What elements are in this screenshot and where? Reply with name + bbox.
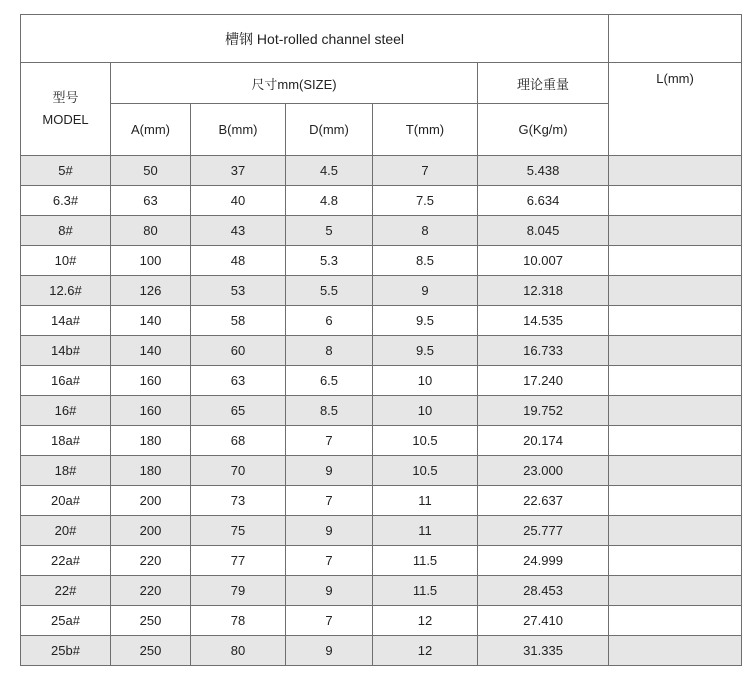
- cell-d: 9: [286, 516, 373, 546]
- cell-model: 8#: [21, 216, 111, 246]
- cell-b: 77: [191, 546, 286, 576]
- cell-d: 7: [286, 426, 373, 456]
- cell-a: 140: [111, 306, 191, 336]
- cell-b: 58: [191, 306, 286, 336]
- cell-a: 180: [111, 456, 191, 486]
- cell-g: 12.318: [478, 276, 609, 306]
- table-body: [21, 156, 742, 666]
- cell-l: [609, 516, 742, 546]
- cell-d: 6.5: [286, 366, 373, 396]
- cell-g: 10.007: [478, 246, 609, 276]
- cell-l: [609, 606, 742, 636]
- cell-t: 10: [373, 396, 478, 426]
- cell-d: 7: [286, 546, 373, 576]
- table-row: [21, 486, 742, 516]
- cell-l: [609, 186, 742, 216]
- column-header-a: A(mm): [111, 104, 191, 156]
- cell-a: 250: [111, 636, 191, 666]
- cell-d: 5.5: [286, 276, 373, 306]
- cell-g: 22.637: [478, 486, 609, 516]
- cell-t: 8: [373, 216, 478, 246]
- cell-t: 12: [373, 636, 478, 666]
- cell-l: [609, 366, 742, 396]
- cell-b: 75: [191, 516, 286, 546]
- cell-a: 220: [111, 576, 191, 606]
- cell-l: [609, 246, 742, 276]
- table-row: [21, 276, 742, 306]
- size-header: 尺寸mm(SIZE): [111, 63, 478, 104]
- cell-b: 60: [191, 336, 286, 366]
- cell-g: 6.634: [478, 186, 609, 216]
- column-header-t: T(mm): [373, 104, 478, 156]
- cell-model: 14b#: [21, 336, 111, 366]
- table-row: [21, 246, 742, 276]
- cell-b: 63: [191, 366, 286, 396]
- cell-d: 5: [286, 216, 373, 246]
- cell-t: 10.5: [373, 456, 478, 486]
- cell-g: 17.240: [478, 366, 609, 396]
- table-row: [21, 606, 742, 636]
- cell-d: 5.3: [286, 246, 373, 276]
- cell-t: 11: [373, 486, 478, 516]
- cell-b: 78: [191, 606, 286, 636]
- cell-d: 9: [286, 636, 373, 666]
- table-row: [21, 456, 742, 486]
- cell-l: [609, 546, 742, 576]
- weight-header: 理论重量: [478, 63, 609, 104]
- model-header-cn: 型号: [52, 90, 79, 105]
- cell-model: 5#: [21, 156, 111, 186]
- table-row: [21, 636, 742, 666]
- cell-g: 27.410: [478, 606, 609, 636]
- cell-b: 68: [191, 426, 286, 456]
- cell-l: [609, 426, 742, 456]
- cell-model: 22#: [21, 576, 111, 606]
- cell-a: 250: [111, 606, 191, 636]
- cell-a: 126: [111, 276, 191, 306]
- column-header-d: D(mm): [286, 104, 373, 156]
- cell-a: 180: [111, 426, 191, 456]
- table-row: [21, 546, 742, 576]
- channel-steel-table: [20, 14, 742, 666]
- cell-l: [609, 276, 742, 306]
- cell-t: 7.5: [373, 186, 478, 216]
- cell-a: 50: [111, 156, 191, 186]
- cell-a: 140: [111, 336, 191, 366]
- cell-model: 6.3#: [21, 186, 111, 216]
- cell-a: 200: [111, 486, 191, 516]
- cell-model: 16#: [21, 396, 111, 426]
- cell-a: 63: [111, 186, 191, 216]
- column-header-g: G(Kg/m): [478, 104, 609, 156]
- cell-g: 16.733: [478, 336, 609, 366]
- cell-g: 5.438: [478, 156, 609, 186]
- l-header: L(mm): [609, 63, 742, 156]
- cell-t: 12: [373, 606, 478, 636]
- cell-model: 20#: [21, 516, 111, 546]
- cell-d: 9: [286, 576, 373, 606]
- cell-model: 25b#: [21, 636, 111, 666]
- cell-model: 10#: [21, 246, 111, 276]
- cell-t: 10.5: [373, 426, 478, 456]
- cell-l: [609, 636, 742, 666]
- cell-b: 53: [191, 276, 286, 306]
- table-row: [21, 156, 742, 186]
- cell-t: 9: [373, 276, 478, 306]
- cell-a: 220: [111, 546, 191, 576]
- cell-g: 31.335: [478, 636, 609, 666]
- cell-d: 6: [286, 306, 373, 336]
- table-row: [21, 516, 742, 546]
- cell-b: 40: [191, 186, 286, 216]
- cell-a: 160: [111, 366, 191, 396]
- cell-b: 73: [191, 486, 286, 516]
- cell-model: 14a#: [21, 306, 111, 336]
- cell-t: 7: [373, 156, 478, 186]
- cell-a: 200: [111, 516, 191, 546]
- cell-l: [609, 156, 742, 186]
- cell-d: 7: [286, 606, 373, 636]
- cell-t: 8.5: [373, 246, 478, 276]
- table-title: 槽钢 Hot-rolled channel steel: [21, 15, 609, 63]
- table-row: [21, 426, 742, 456]
- cell-g: 19.752: [478, 396, 609, 426]
- table-row: [21, 576, 742, 606]
- table-row: [21, 396, 742, 426]
- cell-g: 8.045: [478, 216, 609, 246]
- cell-a: 80: [111, 216, 191, 246]
- cell-a: 100: [111, 246, 191, 276]
- cell-g: 25.777: [478, 516, 609, 546]
- table-row: [21, 216, 742, 246]
- cell-l: [609, 306, 742, 336]
- cell-model: 18a#: [21, 426, 111, 456]
- cell-g: 14.535: [478, 306, 609, 336]
- cell-t: 11.5: [373, 576, 478, 606]
- cell-model: 18#: [21, 456, 111, 486]
- cell-model: 25a#: [21, 606, 111, 636]
- cell-model: 16a#: [21, 366, 111, 396]
- cell-b: 70: [191, 456, 286, 486]
- cell-d: 9: [286, 456, 373, 486]
- cell-t: 11.5: [373, 546, 478, 576]
- cell-l: [609, 456, 742, 486]
- cell-model: 22a#: [21, 546, 111, 576]
- cell-l: [609, 336, 742, 366]
- table-row: [21, 186, 742, 216]
- cell-l: [609, 216, 742, 246]
- cell-b: 79: [191, 576, 286, 606]
- cell-d: 8.5: [286, 396, 373, 426]
- cell-t: 9.5: [373, 306, 478, 336]
- cell-t: 10: [373, 366, 478, 396]
- cell-t: 11: [373, 516, 478, 546]
- cell-d: 4.5: [286, 156, 373, 186]
- cell-g: 23.000: [478, 456, 609, 486]
- cell-g: 28.453: [478, 576, 609, 606]
- cell-a: 160: [111, 396, 191, 426]
- table-row: [21, 336, 742, 366]
- cell-g: 20.174: [478, 426, 609, 456]
- cell-d: 8: [286, 336, 373, 366]
- l-header-top-cell: [609, 15, 742, 63]
- cell-b: 65: [191, 396, 286, 426]
- cell-t: 9.5: [373, 336, 478, 366]
- cell-l: [609, 486, 742, 516]
- cell-d: 4.8: [286, 186, 373, 216]
- cell-b: 37: [191, 156, 286, 186]
- cell-d: 7: [286, 486, 373, 516]
- table-row: [21, 306, 742, 336]
- model-header: [21, 63, 111, 156]
- cell-b: 80: [191, 636, 286, 666]
- cell-model: 12.6#: [21, 276, 111, 306]
- cell-g: 24.999: [478, 546, 609, 576]
- cell-model: 20a#: [21, 486, 111, 516]
- cell-l: [609, 396, 742, 426]
- table-row: [21, 366, 742, 396]
- cell-l: [609, 576, 742, 606]
- cell-b: 48: [191, 246, 286, 276]
- column-header-b: B(mm): [191, 104, 286, 156]
- cell-b: 43: [191, 216, 286, 246]
- model-header-en: MODEL: [42, 112, 89, 127]
